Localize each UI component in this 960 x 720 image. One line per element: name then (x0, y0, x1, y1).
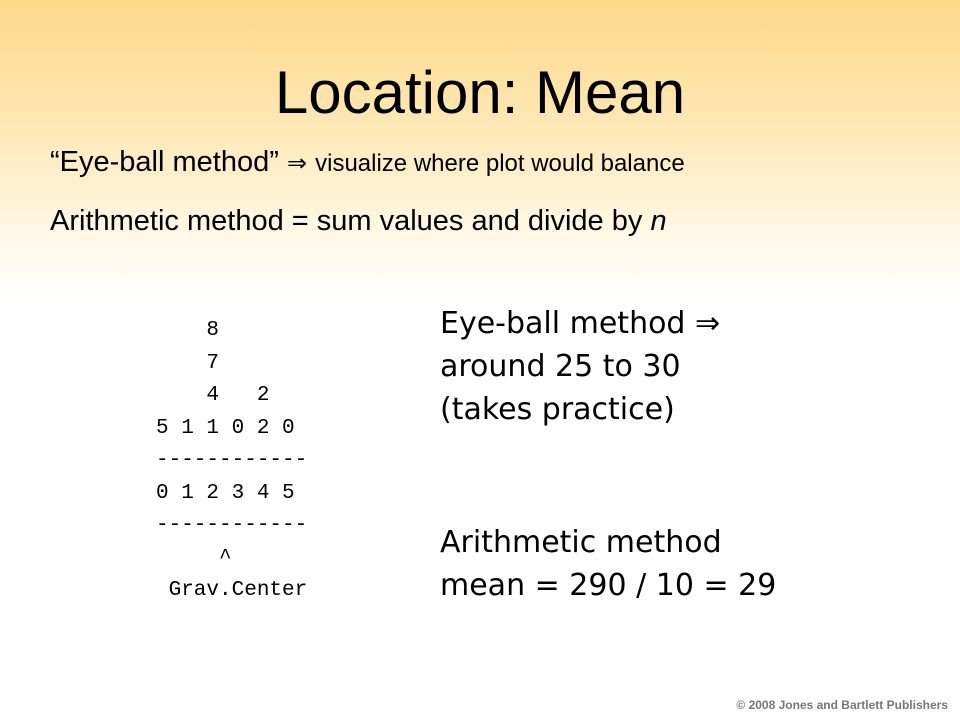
stem-plot-line: Grav.Center (156, 579, 308, 602)
arithmetic-description: Arithmetic method = sum values and divide by (50, 205, 651, 237)
stem-plot-line: 0 1 2 3 4 5 (156, 481, 295, 505)
bullet-eyeball-method (50, 146, 685, 179)
eyeball-estimate: around 25 to 30 (440, 349, 681, 384)
arithmetic-heading: Arithmetic method (440, 525, 722, 560)
stem-plot-line: ------------ (156, 514, 308, 537)
stem-plot-line: 7 (156, 351, 220, 375)
stem-plot-line: ^ (156, 546, 232, 570)
implies-arrow-icon: ⇒ (286, 149, 308, 177)
mean-calculation: mean = 290 / 10 = 29 (440, 568, 777, 603)
arithmetic-result-block (440, 521, 776, 607)
eyeball-quoted-label: “Eye-ball method” (50, 146, 279, 178)
bullet-arithmetic-method (50, 205, 667, 238)
stem-plot-line: ------------ (156, 449, 308, 472)
slide-title: Location: Mean (274, 59, 686, 126)
implies-arrow-icon: ⇒ (695, 306, 721, 341)
stem-plot-line: 8 (156, 319, 220, 342)
eyeball-description: visualize where plot would balance (315, 150, 685, 177)
eyeball-heading: Eye-ball method (440, 306, 686, 341)
stem-plot-line: 4 2 (156, 384, 270, 407)
eyeball-note: (takes practice) (440, 392, 675, 427)
stem-plot-line: 5 1 1 0 2 0 (156, 416, 295, 440)
copyright-notice: © 2008 Jones and Bartlett Publishers (736, 698, 948, 712)
eyeball-result-block (440, 302, 720, 431)
n-variable: n (650, 205, 667, 237)
stem-plot (156, 315, 307, 608)
